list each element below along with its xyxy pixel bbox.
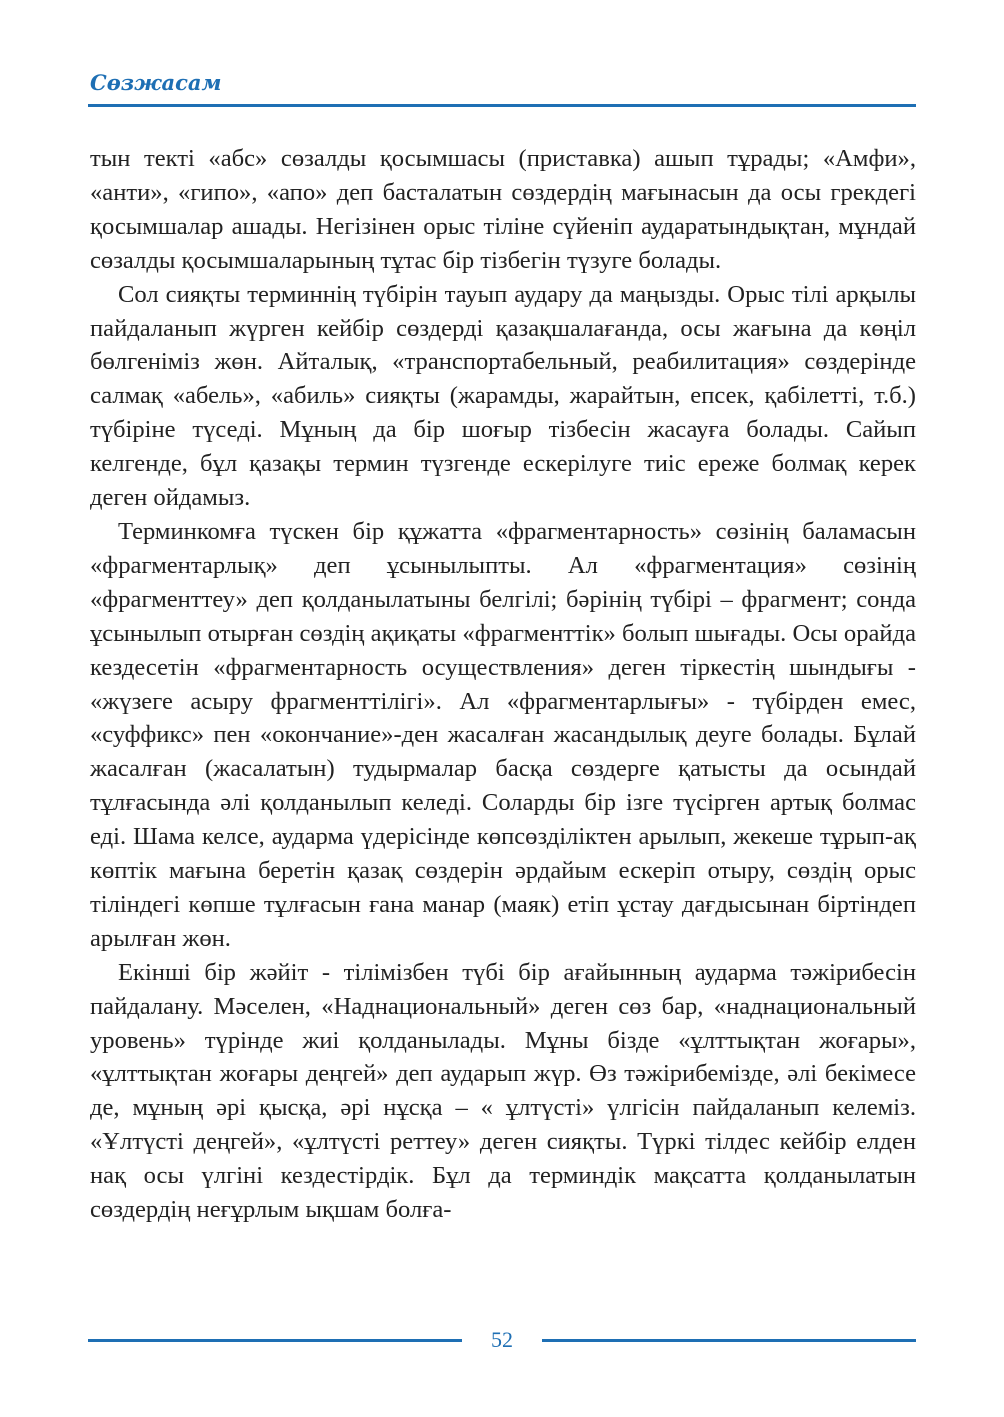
page-body-text	[90, 142, 916, 1227]
page-number: 52	[491, 1327, 513, 1352]
paragraph-1: тын текті «абс» сөзалды қосымшасы (приставка) ашып тұрады; «Амфи», «анти», «гипо», «апо» деп басталатын сөздердің мағынасын да осы грекдегі қосымшалар ашады. Негізінен орыс тіліне сүйеніп аударатындықтан, мұндай сөзалды қосымшаларының тұтас бір тізбегін түзуге болады.	[90, 145, 916, 274]
footer-divider-right	[542, 1339, 916, 1342]
header-divider	[88, 104, 916, 107]
footer-divider-left	[88, 1339, 462, 1342]
paragraph-4: Екінші бір жәйіт - тілімізбен түбі бір ағайынның аударма тәжірибесін пайдалану. Мәселен, «Наднациональный» деген сөз бар, «наднациональный уровень» түрінде жиі қолданылады. Мұны бізде «ұлттықтан жоғары», «ұлттықтан жоғары деңгей» деп аударып жүр. Өз тәжірибемізде, әлі бекімесе де, мұның әрі қысқа, әрі нұсқа – « ұлтүсті» үлгісін пайдаланып келеміз. «Ұлтүсті деңгей», «ұлтүсті реттеу» деген сияқты. Түркі тілдес кейбір елден нақ осы үлгіні кездестірдік. Бұл да терминдік мақсатта қолданылатын сөздердің неғұрлым ықшам болға-	[90, 958, 916, 1224]
paragraph-3: Терминкомға түскен бір құжатта «фрагментарность» сөзінің баламасын «фрагментарлық» деп ұсынылыпты. Ал «фрагментация» сөзінің «фрагменттеу» деп қолданылатыны белгілі; бәрінің түбірі – фрагмент; сонда ұсынылып отырған сөздің ақиқаты «фрагменттік» болып шығады. Осы орайда кездесетін «фрагментарность осуществления» деген тіркестің шындығы - «жүзеге асыру фрагменттілігі». Ал «фрагментарлығы» - түбірден емес, «суффикс» пен «окончание»-ден жасалған жасандылық деуге болады. Бұлай жасалған (жасалатын) тудырмалар басқа сөздерге қатысты да осындай тұлғасында әлі қолданылып келеді. Соларды бір ізге түсірген артық болмас еді. Шама келсе, аударма үдерісінде көпсөзділіктен арылып, жекеше тұрып-ақ көптік мағына беретін қазақ сөздерін әрдайым ескеріп отыру, сөздің орыс тіліндегі көпше тұлғасын ғана манар (маяк) етіп ұстау дағдысынан біртіндеп арылған жөн.	[90, 517, 916, 952]
running-header-title: Сөзжасам	[90, 70, 222, 95]
paragraph-2: Сол сияқты терминнің түбірін тауып аудару да маңызды. Орыс тілі арқылы пайдаланып жүрген кейбір сөздерді қазақшалағанда, осы жағына да көңіл бөлгеніміз жөн. Айталық, «транспортабельный, реабилитация» сөздерінде салмақ «абель», «абиль» сияқты (жарамды, жарайтын, епсек, қабілетті, т.б.) түбіріне түседі. Мұның да бір шоғыр тізбесін жасауға болады. Сайып келгенде, бұл қазақы термин түзгенде ескерілуге тиіс ереже болмақ керек деген ойдамыз.	[90, 280, 916, 512]
